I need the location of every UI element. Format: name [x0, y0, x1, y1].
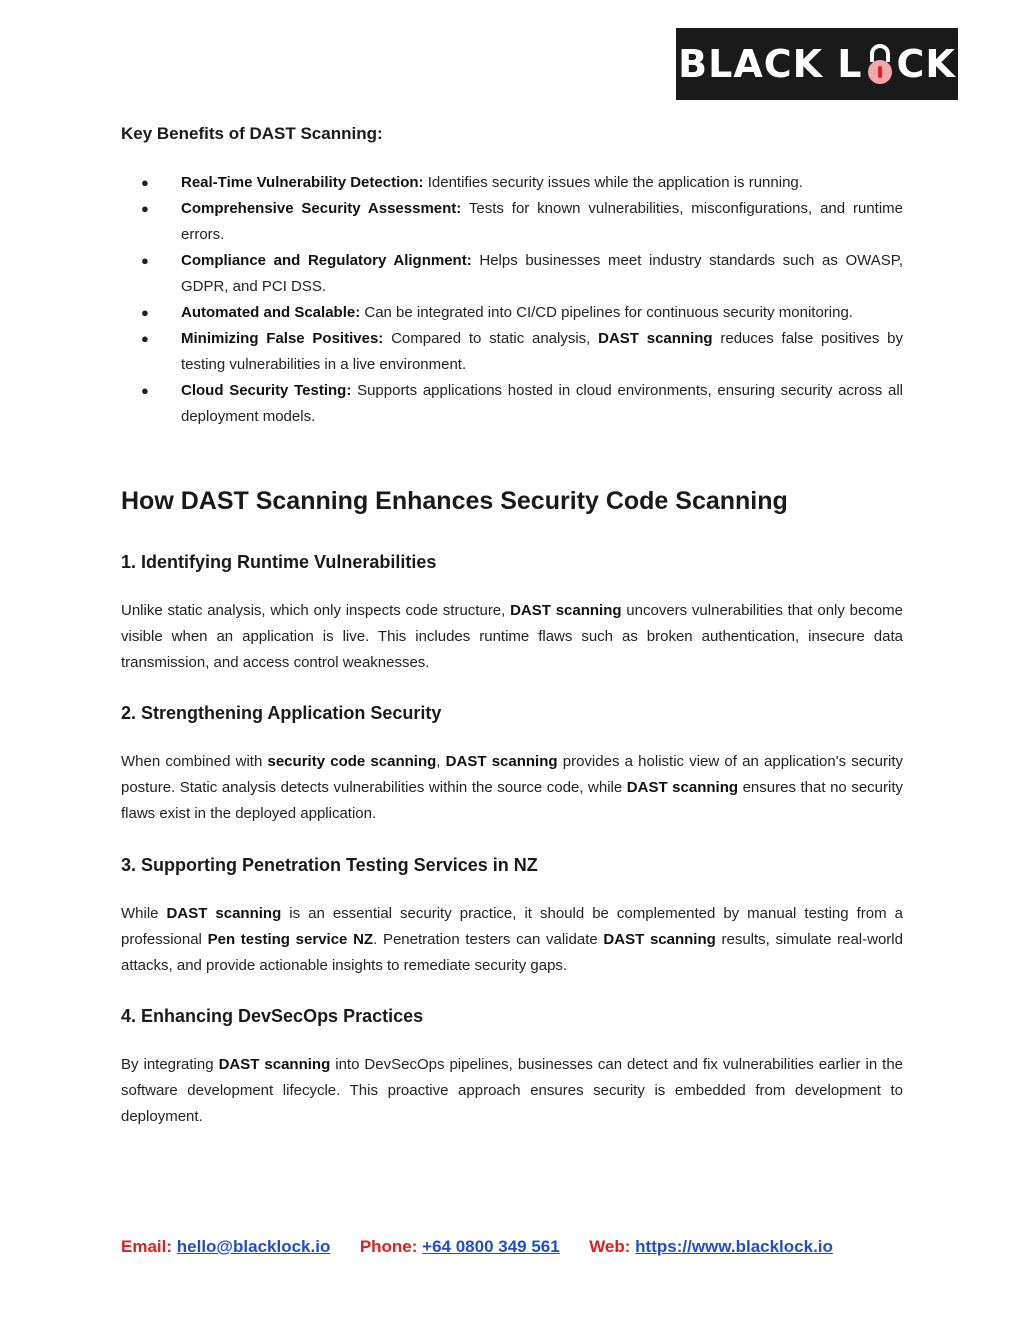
benefits-heading: Key Benefits of DAST Scanning: [121, 124, 383, 143]
benefit-title: Real-Time Vulnerability Detection: [181, 174, 424, 191]
list-item [121, 170, 903, 196]
list-item [121, 248, 903, 300]
benefit-title: Automated and Scalable: [181, 304, 361, 321]
bullet-icon: ● [141, 201, 149, 216]
benefit-text: reduces false positives by testing vulnerabilities in a live environment. [181, 330, 903, 373]
benefit-text: Tests for known vulnerabilities, misconfigurations, and runtime errors. [181, 200, 903, 243]
lock-icon [865, 42, 895, 86]
section-paragraph: By integrating DAST scanning into DevSecOps pipelines, businesses can detect and fix vulnerabilities earlier in the software development lifecycle. This proactive approach ensures security is embedded from development to deployment. [121, 1056, 904, 1125]
benefit-text: Compared to static analysis, [383, 330, 599, 347]
list-item [121, 378, 903, 430]
logo-text-part2: CK [896, 42, 956, 86]
section-paragraph: When combined with security code scanning, DAST scanning provides a holistic view of an application's security posture. Static analysis detects vulnerabilities within the source code, while DAST scanning ensures that no security flaws exist in the deployed application. [121, 753, 903, 822]
benefit-text: Supports applications hosted in cloud environments, ensuring security across all deployment models. [181, 382, 903, 425]
benefit-title: Comprehensive Security Assessment: [181, 200, 462, 217]
benefit-title: Compliance and Regulatory Alignment: [181, 252, 472, 269]
main-heading: How DAST Scanning Enhances Security Code Scanning [121, 487, 788, 515]
list-item [121, 196, 903, 248]
phone-link[interactable]: +64 0800 349 561 [422, 1237, 560, 1256]
benefit-text: Identifies security issues while the application is running. [423, 174, 803, 191]
contact-footer [121, 1237, 833, 1257]
bullet-icon: ● [141, 331, 149, 346]
list-item [121, 300, 903, 326]
phone-label: Phone: [359, 1237, 418, 1256]
section-paragraph: While DAST scanning is an essential security practice, it should be complemented by manual testing from a professional Pen testing service NZ. Penetration testers can validate DAST scanning results, simulate real-world attacks, and provide actionable insights to remediate security gaps. [121, 905, 903, 974]
email-link[interactable]: hello@blacklock.io [176, 1237, 331, 1256]
benefits-list [121, 170, 903, 430]
benefit-title: Cloud Security Testing: [181, 382, 352, 399]
section-heading: 3. Supporting Penetration Testing Services in NZ [121, 855, 538, 875]
bullet-icon: ● [141, 175, 149, 190]
benefit-title: Minimizing False Positives: [181, 330, 384, 347]
web-label: Web: [589, 1237, 631, 1256]
web-link[interactable]: https://www.blacklock.io [635, 1237, 833, 1256]
section-heading: 4. Enhancing DevSecOps Practices [121, 1006, 424, 1026]
blacklock-logo [676, 28, 958, 100]
email-label: Email: [121, 1237, 173, 1256]
section-heading: 2. Strengthening Application Security [121, 703, 442, 723]
benefit-text: Can be integrated into CI/CD pipelines for continuous security monitoring. [360, 304, 853, 321]
bullet-icon: ● [141, 253, 149, 268]
bullet-icon: ● [141, 305, 149, 320]
bullet-icon: ● [141, 383, 149, 398]
benefit-bold-term: DAST scanning [598, 330, 713, 347]
list-item [121, 326, 903, 378]
benefit-text: Helps businesses meet industry standards such as OWASP, GDPR, and PCI DSS. [181, 252, 903, 295]
section-paragraph: Unlike static analysis, which only inspects code structure, DAST scanning uncovers vulnerabilities that only become visible when an application is live. This includes runtime flaws such as broken authentication, insecure data transmission, and access control weaknesses. [121, 602, 903, 671]
logo-text-part1: BLACK L [678, 42, 863, 86]
section-heading: 1. Identifying Runtime Vulnerabilities [121, 552, 437, 572]
logo-wordmark [678, 42, 956, 86]
